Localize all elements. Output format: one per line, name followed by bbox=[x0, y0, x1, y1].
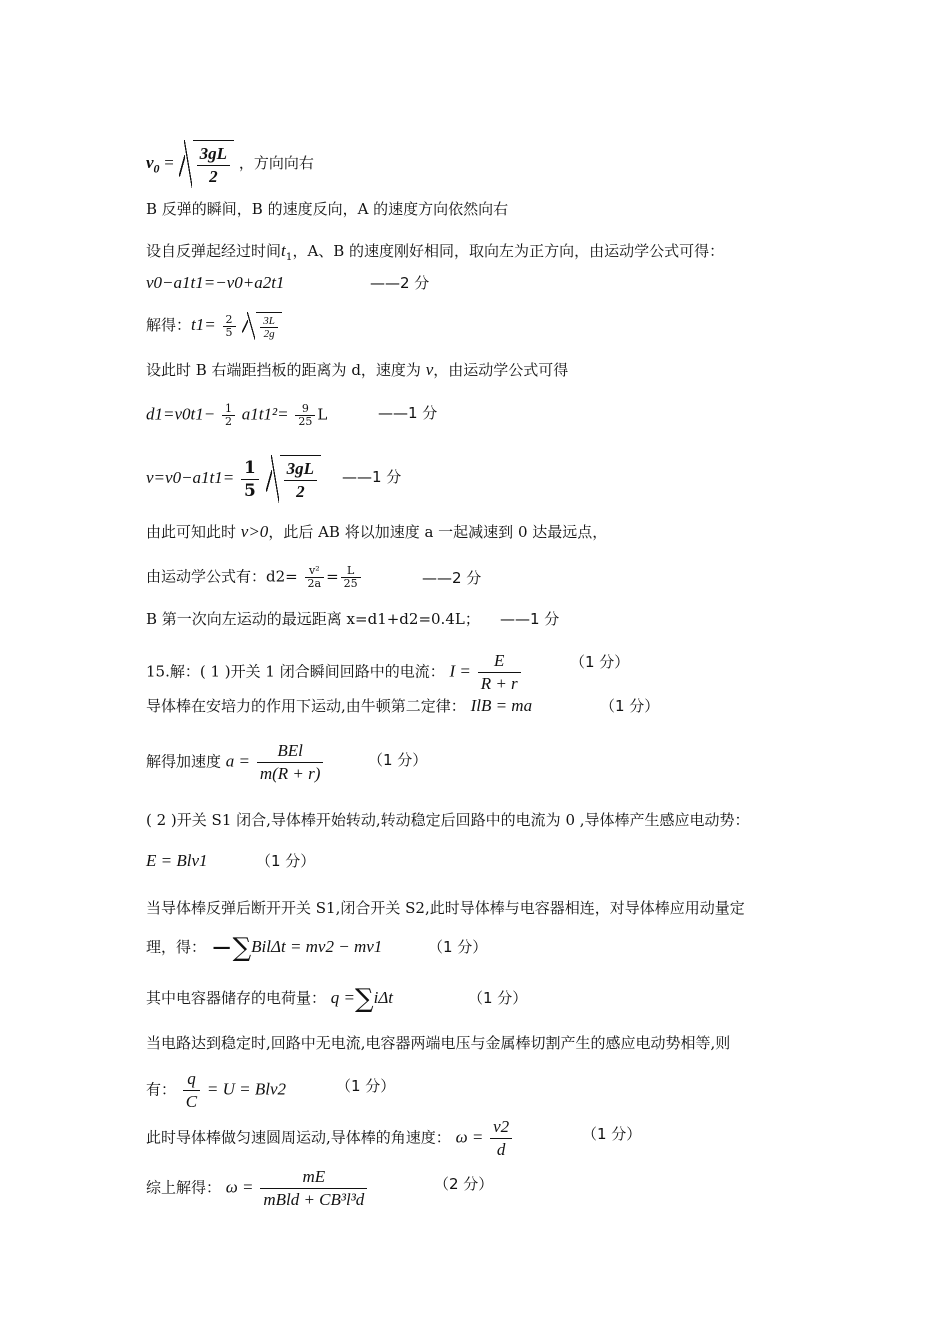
final-solution: 综上解得： ω = $\frac{mE}{\text{mBld + CB³l³d}}$ （2 分） bbox=[146, 1167, 494, 1209]
equation-d1: d1=v0t1− $\frac{1}{2}$ a1t1²= $\frac{9}{25}$ L ——1 分 bbox=[146, 402, 438, 428]
equation-d2: 由运动学公式有：d2= $\frac{\text{v²}}{2a}$ = $\frac{L}{25}$ ——2 分 bbox=[146, 564, 482, 590]
acceleration-solution: 解得加速度 a = $\frac{\text{BEl}}{m(R + r)}$ （1 分） bbox=[146, 741, 428, 783]
steady-state-equation: 有： $\frac{q}{C}$ = U = Blv2 （1 分） bbox=[146, 1069, 396, 1111]
emf-equation: E = Blv1 （1 分） bbox=[146, 851, 316, 870]
score-mark: ——1 分 bbox=[500, 610, 560, 628]
q15-part2-intro: ( 2 )开关 S1 闭合,导体棒开始转动,转动稳定后回路中的电流为 0 ,导体棒产生感应电动势： bbox=[146, 811, 750, 829]
score-mark: （1 分） bbox=[428, 938, 488, 956]
score-mark: （1 分） bbox=[468, 989, 528, 1007]
equals: = bbox=[164, 153, 174, 172]
score-mark: （1 分） bbox=[256, 852, 316, 870]
score-mark: （1 分） bbox=[600, 697, 660, 715]
equation-v0 bbox=[146, 140, 314, 188]
paragraph-steady-state: 当电路达到稳定时,回路中无电流,电容器两端电压与金属棒切割产生的感应电动势相等,则 bbox=[146, 1034, 731, 1052]
paragraph-distance-d: 设此时 B 右端距挡板的距离为 d，速度为 v，由运动学公式可得 bbox=[146, 360, 569, 379]
equation-v: v=v0−a1t1= $\frac{1}{5}$ $\frac{3gL}{2}$ ——1 分 bbox=[146, 455, 321, 503]
score-mark: （1 分） bbox=[570, 653, 630, 671]
score-mark: ——1 分 bbox=[378, 404, 438, 422]
score-mark: （1 分） bbox=[582, 1125, 642, 1143]
equation-velocity-equal bbox=[146, 273, 430, 293]
v0-symbol: $v_0$ bbox=[146, 153, 160, 176]
paragraph-max-distance: B 第一次向左运动的最远距离 x=d1+d2=0.4L； ——1 分 bbox=[146, 610, 560, 628]
direction-text: ，方向向右 bbox=[238, 154, 314, 172]
paragraph-rebound: B 反弹的瞬间，B 的速度反向，A 的速度方向依然向右 bbox=[146, 200, 509, 218]
sqrt-3gL-over-2: $\frac{3gL}{2}$ bbox=[179, 140, 234, 188]
score-mark: （2 分） bbox=[434, 1175, 494, 1193]
newton-second-law: 导体棒在安培力的作用下运动,由牛顿第二定律： IlB = ma （1 分） bbox=[146, 696, 660, 715]
charge-equation: 其中电容器储存的电荷量： q =∑iΔt （1 分） bbox=[146, 984, 528, 1014]
score-mark: ——2 分 bbox=[370, 274, 430, 292]
score-mark: ——1 分 bbox=[342, 468, 402, 486]
score-mark: （1 分） bbox=[368, 751, 428, 769]
paragraph-conclusion: 由此可知此时 v>0，此后 AB 将以加速度 a 一起减速到 0 达最远点， bbox=[146, 522, 608, 541]
momentum-theorem: 理，得： −∑BilΔt = mv2 − mv1 （1 分） bbox=[146, 933, 488, 963]
score-mark: （1 分） bbox=[336, 1077, 396, 1095]
equation-t1-solution: 解得：t1= $\frac{2}{5}$ $\frac{3L}{2g}$ bbox=[146, 312, 282, 340]
paragraph-capacitor: 当导体棒反弹后断开开关 S1,闭合开关 S2,此时导体棒与电容器相连，对导体棒应用动量定 bbox=[146, 899, 745, 917]
q15-part1-current: 15.解：( 1 )开关 1 闭合瞬间回路中的电流： I = $\frac{E}{R + r}$ （1 分） bbox=[146, 651, 630, 693]
paragraph-time-t1: 设自反弹起经过时间$t_1$，A、B 的速度刚好相同，取向左为正方向，由运动学公式可得： bbox=[146, 241, 725, 263]
kinematic-equation: v0−a1t1=−v0+a2t1 bbox=[146, 273, 285, 292]
score-mark: ——2 分 bbox=[422, 569, 482, 587]
angular-velocity-equation: 此时导体棒做匀速圆周运动,导体棒的角速度： ω = $\frac{v2}{d}$ （1 分） bbox=[146, 1117, 642, 1159]
